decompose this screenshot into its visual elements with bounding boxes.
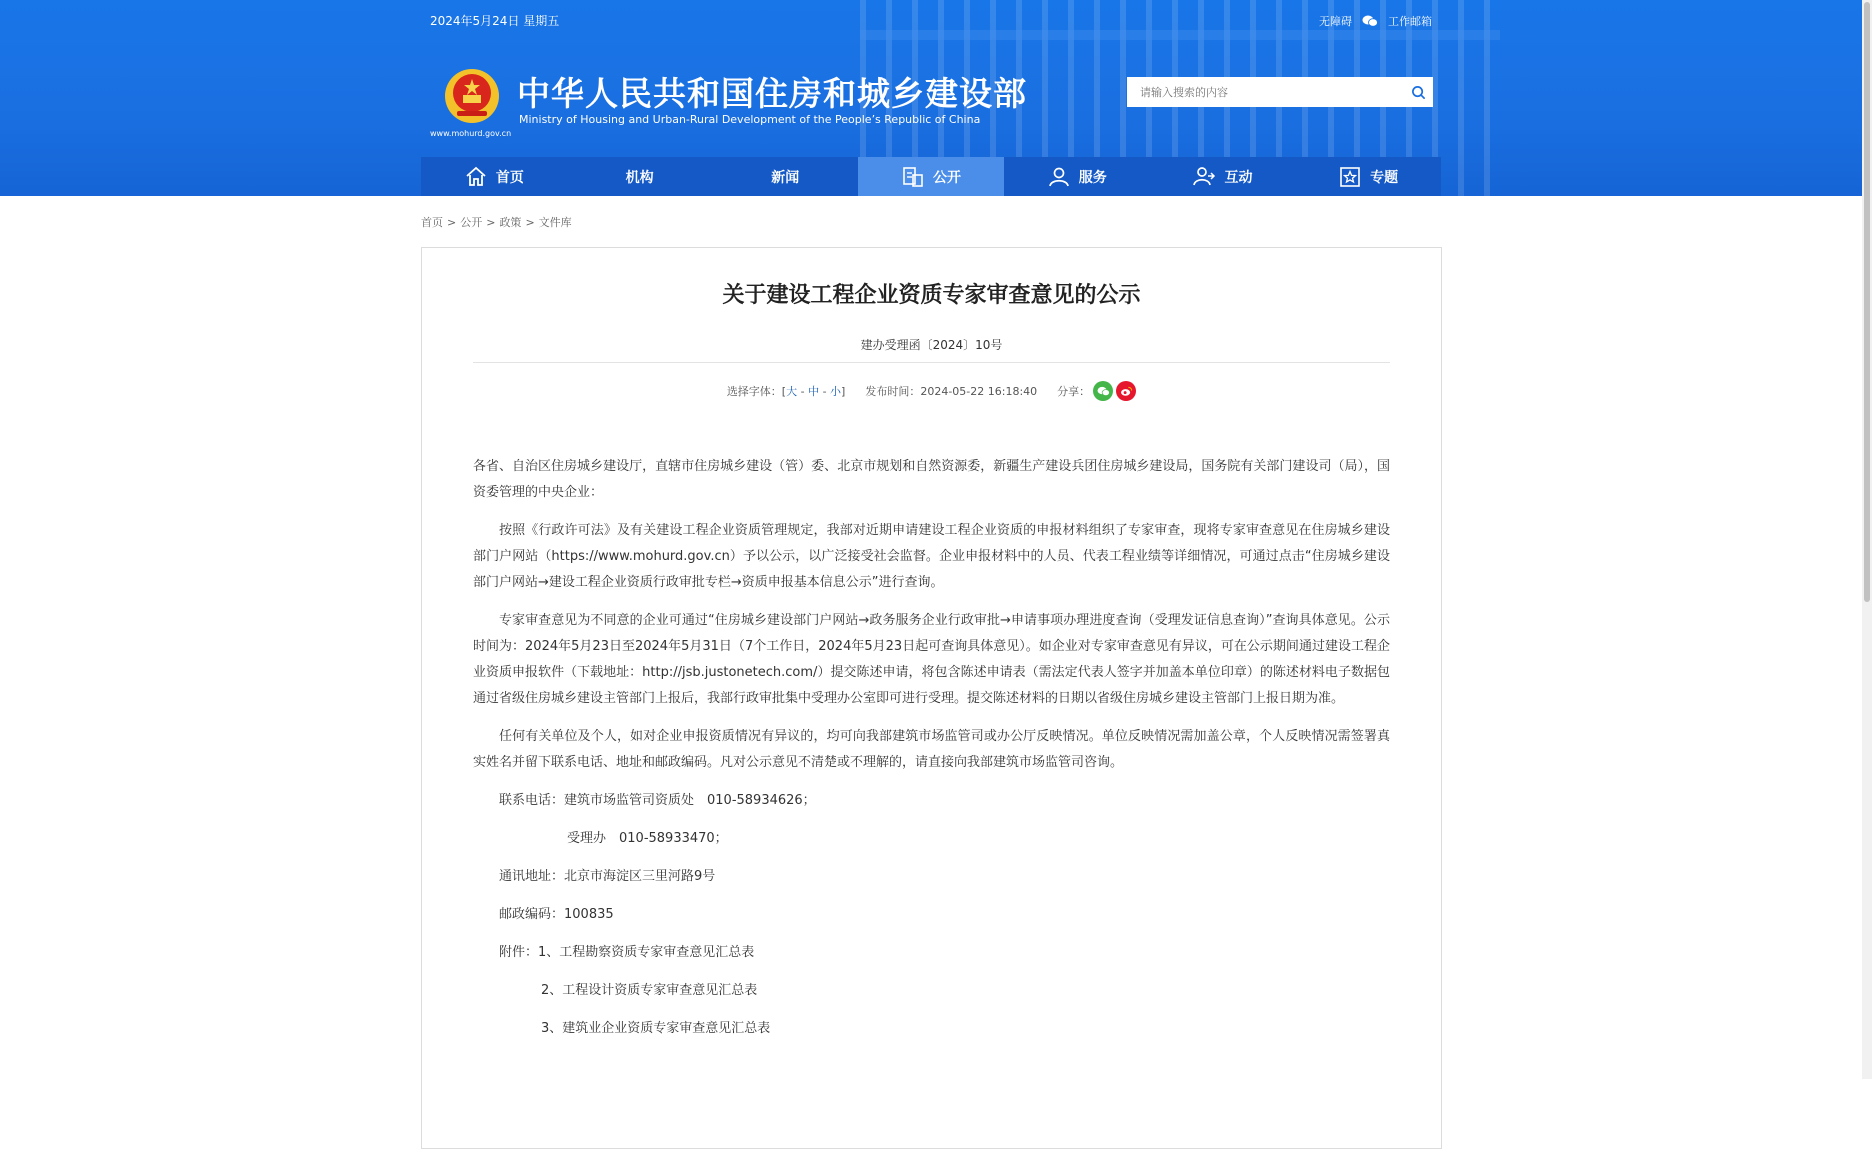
font-medium-button[interactable]: 中 [808,385,820,398]
site-title-english: Ministry of Housing and Urban-Rural Development of the People’s Republic of China [519,113,981,126]
nav-label: 首页 [495,169,524,186]
nav-item-news[interactable] [712,157,858,196]
contact-phone-acceptance: 受理办 010-58933470； [567,831,728,846]
font-size-bracket: ] [841,385,846,398]
contact-phone-qualification: 联系电话：建筑市场监管司资质处 010-58934626； [499,793,816,808]
breadcrumb-separator: > [525,216,535,229]
interact-icon [1192,165,1216,189]
site-url: www.mohurd.gov.cn [430,129,512,138]
nav-label: 互动 [1224,169,1253,186]
star-icon [1338,165,1362,189]
article-body [473,454,1390,1054]
webmail-link[interactable]: 工作邮箱 [1388,15,1432,28]
share-section [1057,381,1136,401]
breadcrumb-separator: > [486,216,496,229]
nav-label: 专题 [1370,169,1399,186]
publish-time: 发布时间：2024-05-22 16:18:40 [865,385,1038,398]
weibo-share-icon[interactable] [1116,381,1136,401]
document-icon [901,165,925,189]
article-meta [422,381,1441,401]
breadcrumb-library[interactable]: 文件库 [538,216,572,229]
breadcrumb-home[interactable]: 首页 [421,216,443,229]
attachment-link-3[interactable]: 3、建筑业企业资质专家审查意见汇总表 [541,1021,771,1036]
title-divider [473,362,1390,363]
nav-item-organization[interactable] [567,157,713,196]
nav-item-public[interactable] [858,157,1004,196]
attachment-link-2[interactable]: 2、工程设计资质专家审查意见汇总表 [541,983,758,998]
breadcrumb-policy[interactable]: 政策 [499,216,522,229]
share-label: 分享： [1057,385,1091,398]
search-input[interactable] [1127,77,1403,107]
service-icon [1047,165,1071,189]
nav-label: 机构 [625,169,654,186]
wechat-icon[interactable] [1362,15,1378,27]
paragraph-objections: 任何有关单位及个人，如对企业申报资质情况有异议的，均可向我部建筑市场监管司或办公厅反映情况。单位反映情况需加盖公章，个人反映情况需签署真实姓名并留下联系电话、地址和邮政编码。凡对公示意见不清楚或不理解的，请直接向我部建筑市场监管司咨询。 [473,729,1390,770]
scrollbar-thumb[interactable] [1864,2,1870,602]
postal-code: 邮政编码：100835 [499,907,614,922]
document-number: 建办受理函〔2024〕10号 [860,338,1003,352]
site-title-chinese[interactable]: 中华人民共和国住房和城乡建设部 [517,74,1027,113]
nav-label: 服务 [1078,169,1107,186]
home-icon [464,165,488,189]
nav-item-topics[interactable] [1295,157,1441,196]
current-date: 2024年5月24日 星期五 [430,14,560,28]
accessibility-link[interactable]: 无障碍 [1319,15,1352,28]
search-icon[interactable] [1403,77,1433,107]
mailing-address: 通讯地址：北京市海淀区三里河路9号 [499,869,716,884]
nav-label: 新闻 [771,169,800,186]
nav-item-service[interactable] [1004,157,1150,196]
main-nav [421,157,1441,196]
nav-item-home[interactable] [421,157,567,196]
breadcrumb [421,214,572,230]
font-size-selector: 选择字体：[大 - 中 - 小] [726,385,846,398]
breadcrumb-separator: > [447,216,457,229]
font-large-button[interactable]: 大 [786,385,798,398]
national-emblem-logo[interactable] [443,67,501,125]
search-box [1127,77,1433,107]
nav-label: 公开 [933,169,962,186]
attachment-link-1[interactable]: 附件：1、工程勘察资质专家审查意见汇总表 [499,945,755,960]
wechat-share-icon[interactable] [1093,381,1113,401]
font-size-label: 选择字体：[ [726,385,787,398]
paragraph-announcement: 按照《行政许可法》及有关建设工程企业资质管理规定，我部对近期申请建设工程企业资质的申报材料组织了专家审查，现将专家审查意见在住房城乡建设部门户网站（https://www.mohurd.gov.cn）予以公示，以广泛接受社会监督。企业申报材料中的人员、代表工程业绩等详细情况，可通过点击“住房城乡建设部门户网站→建设工程企业资质行政审批专栏→资质申报基本信息公示”进行查询。 [473,523,1390,590]
article-card [421,247,1442,1149]
topbar-links [1319,13,1432,29]
nav-item-interaction[interactable] [1150,157,1296,196]
page-scrollbar[interactable] [1862,0,1872,1079]
paragraph-review-details: 专家审查意见为不同意的企业可通过“住房城乡建设部门户网站→政务服务企业行政审批→申请事项办理进度查询（受理发证信息查询）”查询具体意见。公示时间为：2024年5月23日至2024年5月31日（7个工作日，2024年5月23日起可查询具体意见）。如企业对专家审查意见有异议，可在公示期间通过建设工程企业资质申报软件（下载地址：http://jsb.justonetech.com/）提交陈述申请，将包含陈述申请表（需法定代表人签字并加盖本单位印章）的陈述材料电子数据包通过省级住房城乡建设主管部门上报后，我部行政审批集中受理办公室即可进行受理。提交陈述材料的日期以省级住房城乡建设主管部门上报日期为准。 [473,613,1390,706]
font-small-button[interactable]: 小 [830,385,842,398]
article-title: 关于建设工程企业资质专家审查意见的公示 [722,283,1141,308]
paragraph-recipients: 各省、自治区住房城乡建设厅，直辖市住房城乡建设（管）委、北京市规划和自然资源委，新疆生产建设兵团住房城乡建设局，国务院有关部门建设司（局），国资委管理的中央企业： [473,459,1390,500]
breadcrumb-public[interactable]: 公开 [460,216,483,229]
